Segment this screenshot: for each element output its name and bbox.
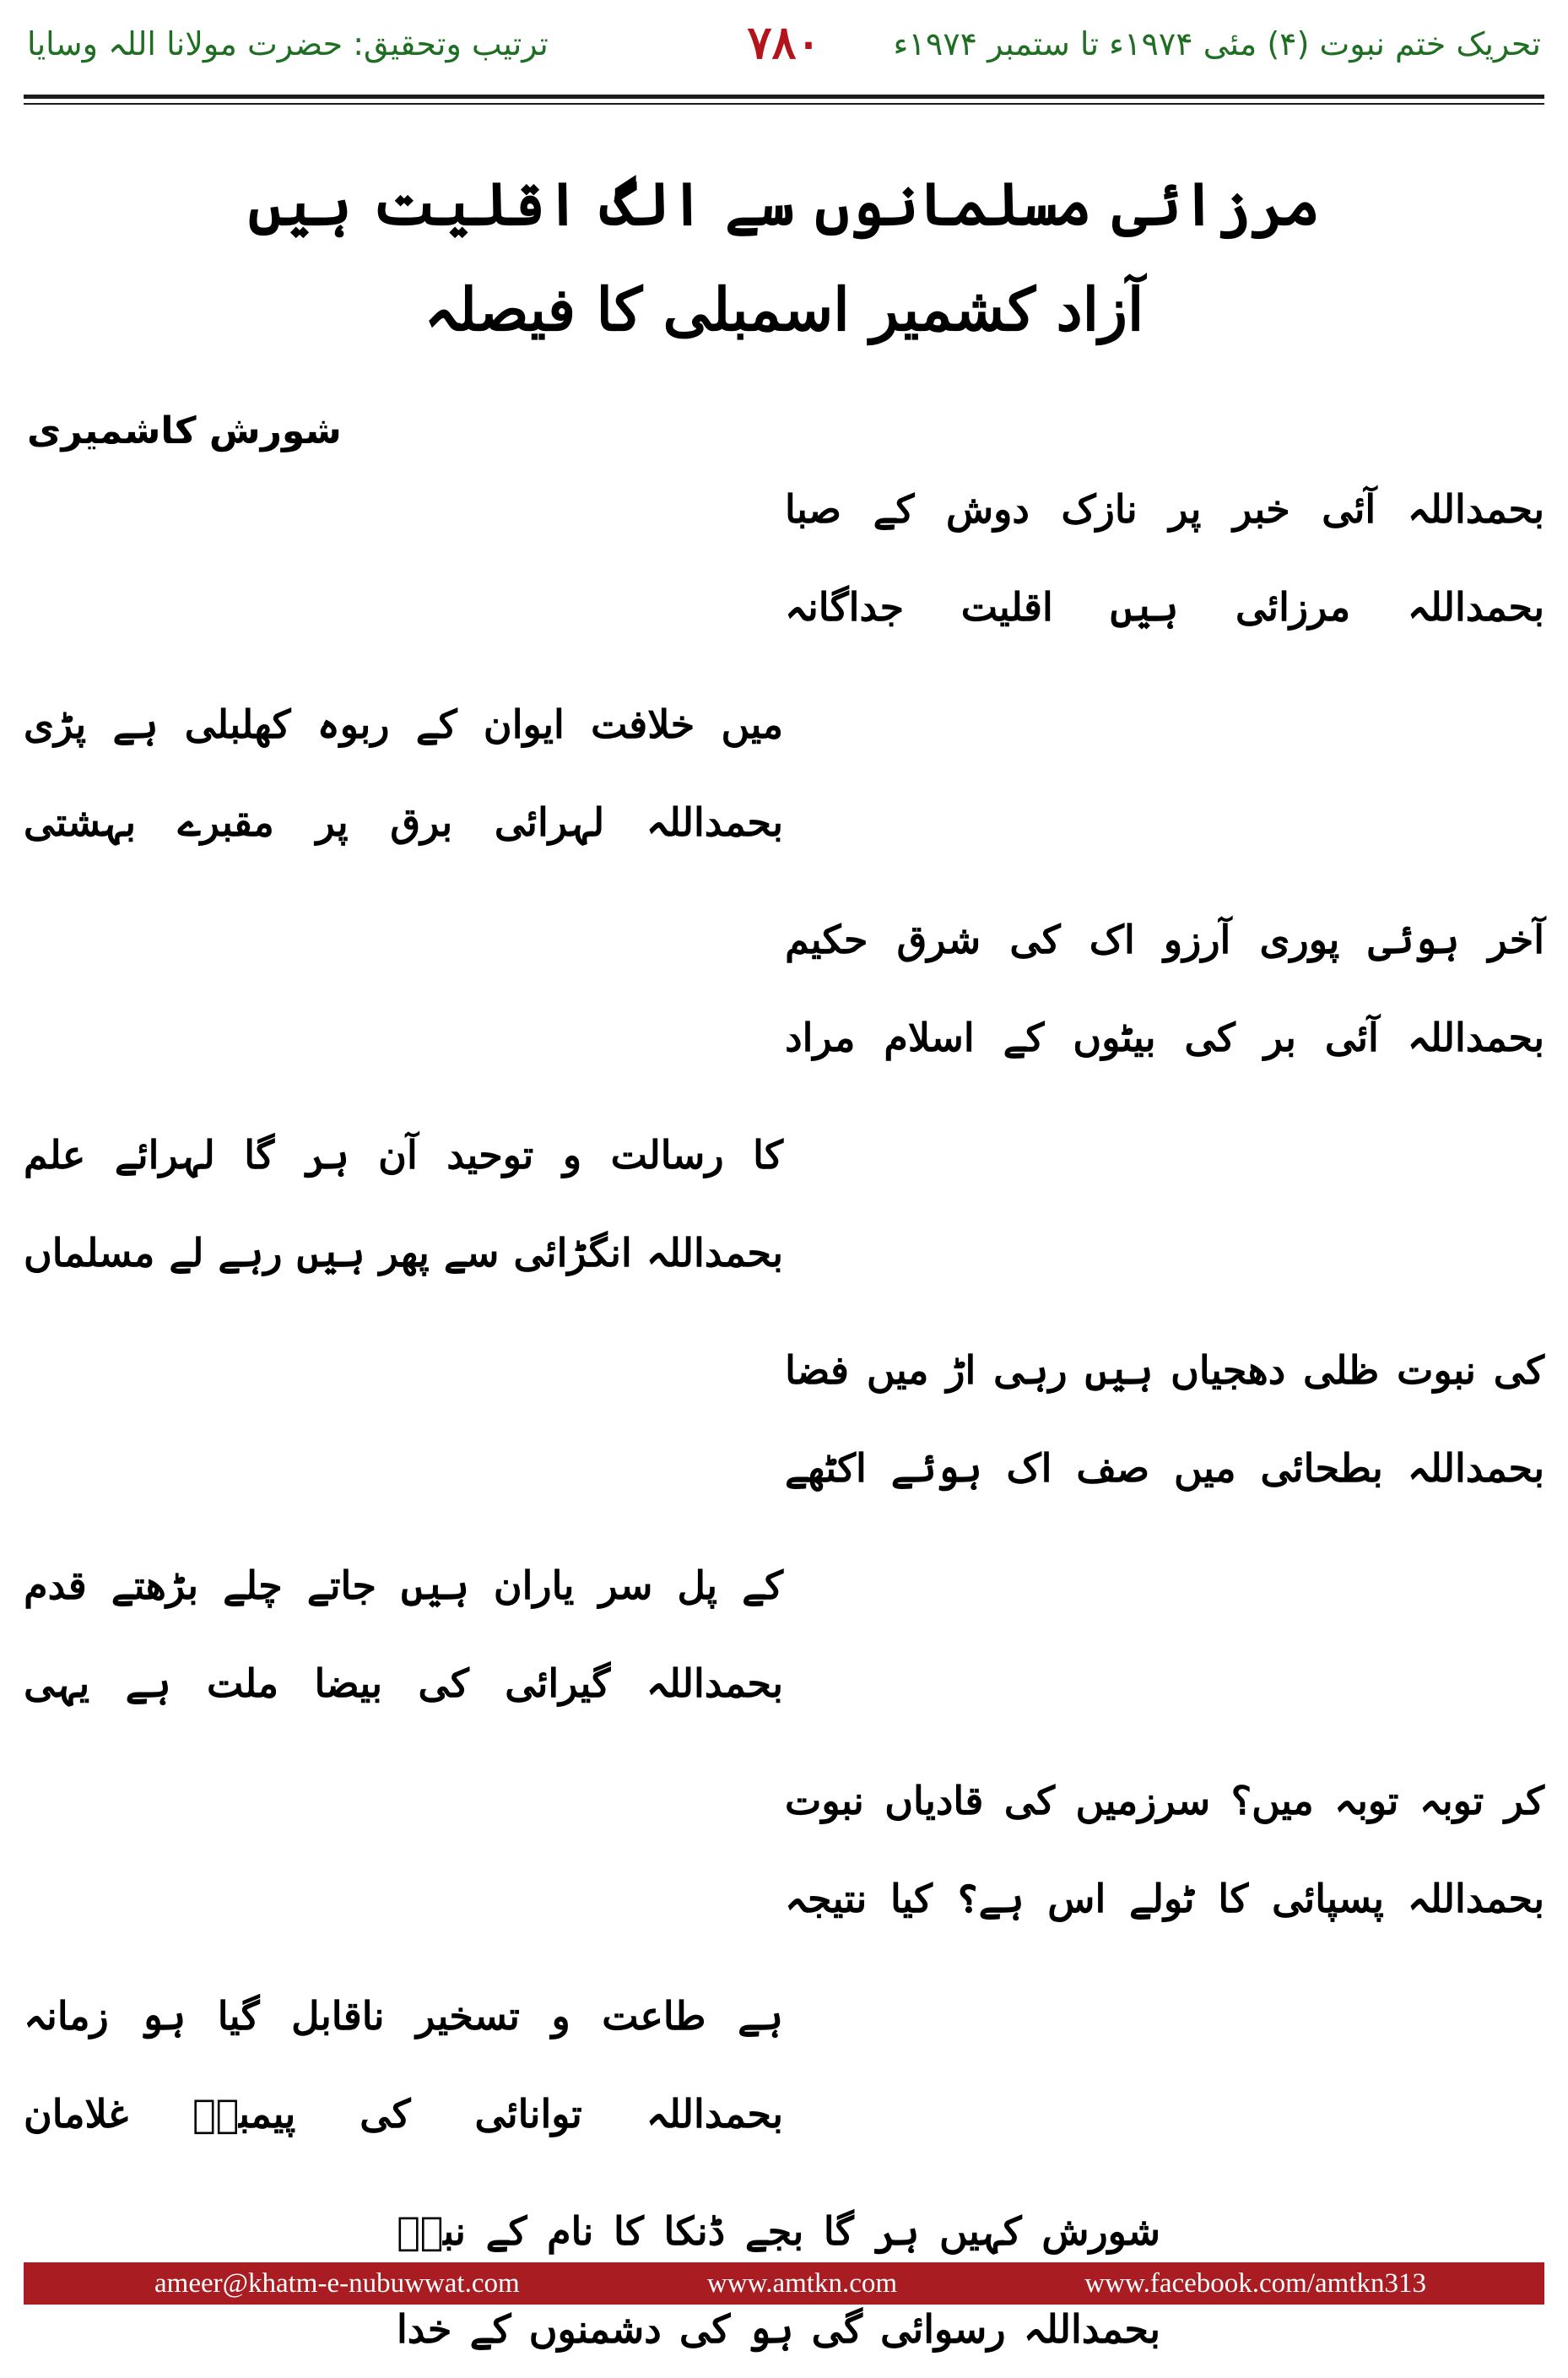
verse-word: گیا bbox=[217, 1993, 260, 2039]
verse-line bbox=[24, 1634, 783, 1732]
verse-word: توبہ bbox=[1334, 1778, 1399, 1823]
verse-word: کیا bbox=[890, 1876, 933, 1921]
verse-word: اکٹھے bbox=[785, 1445, 867, 1491]
verse-word: یہی bbox=[24, 1660, 90, 1706]
footer-facebook[interactable]: www.facebook.com/amtkn313 bbox=[1084, 2267, 1426, 2299]
header-book-title: تحریک ختم نبوت (۴) مئی ۱۹۷۴ء تا ستمبر ۱۹۷۴ء bbox=[893, 25, 1541, 62]
verse-word: گا bbox=[244, 1132, 275, 1178]
verse-word: ربوہ bbox=[316, 701, 390, 747]
stanza bbox=[24, 1967, 783, 2163]
verse-line bbox=[785, 1752, 1544, 1850]
author-name: شورش کاشمیری bbox=[27, 409, 342, 452]
page-title: مرزائی مسلمانوں سے الگ اقلیت ہیں bbox=[247, 169, 1321, 239]
verse-word: ایوان bbox=[483, 701, 565, 747]
verse-word: ہوئی bbox=[1368, 917, 1460, 962]
stanza bbox=[785, 1321, 1544, 1517]
verse-word: کا bbox=[1218, 1876, 1249, 1921]
verse-word: بطحائی bbox=[1260, 1445, 1383, 1491]
verse-word: اڑ bbox=[946, 1347, 976, 1393]
verse-word: دھجیاں bbox=[1171, 1347, 1286, 1393]
verse-word: توحید bbox=[446, 1132, 534, 1178]
verse-word: میں bbox=[721, 701, 783, 747]
verse-word: پڑی bbox=[24, 701, 87, 747]
verse-word: گیرائی bbox=[505, 1660, 611, 1706]
verse-word: خلافت bbox=[591, 701, 695, 747]
verse-word: کی bbox=[360, 2091, 411, 2137]
verse-word: قادیاں bbox=[884, 1778, 984, 1823]
verse-word: ہیں bbox=[1084, 1347, 1154, 1393]
verse-word: نبیؐ bbox=[397, 2208, 466, 2254]
verse-word: ڈنکا bbox=[663, 2208, 726, 2254]
verse-word: علم bbox=[24, 1132, 86, 1178]
stanza bbox=[24, 675, 783, 871]
verse-word: شرق bbox=[896, 917, 981, 962]
verse-word: غلامان bbox=[24, 2091, 128, 2137]
verse-word: آئی bbox=[1324, 1015, 1379, 1060]
verse-word: حکیم bbox=[785, 917, 868, 962]
verse-word: بہشتی bbox=[24, 799, 137, 845]
verse-word: قدم bbox=[24, 1563, 87, 1608]
verse-word: و bbox=[551, 1993, 570, 2039]
footer-email[interactable]: ameer@khatm-e-nubuwwat.com bbox=[154, 2267, 520, 2299]
verse-word: مسلماں bbox=[24, 1230, 155, 1276]
verse-word: گی bbox=[811, 2306, 862, 2352]
verse-word: اسلام bbox=[884, 1015, 975, 1060]
verse-word: مقبرے bbox=[177, 799, 274, 845]
page-number: ۷۸۰ bbox=[747, 15, 821, 69]
stanza bbox=[785, 460, 1544, 656]
verse-word: گا bbox=[823, 2208, 854, 2254]
verse-word: کی bbox=[1003, 1778, 1056, 1823]
verse-word: جاتے bbox=[306, 1563, 376, 1608]
verse-word: ہے bbox=[112, 701, 159, 747]
verse-line bbox=[24, 675, 783, 773]
verse-word: لہرائی bbox=[494, 799, 605, 845]
verse-word: آن bbox=[378, 1132, 418, 1178]
verse-word: انگڑائی bbox=[513, 1230, 632, 1276]
verse-word: شورش bbox=[1041, 2208, 1160, 2254]
verse-word: اک bbox=[1006, 1445, 1052, 1491]
verse-word: نبوت bbox=[785, 1778, 864, 1823]
verse-word: پر bbox=[316, 799, 349, 845]
verse-line bbox=[24, 773, 783, 871]
verse-word: توانائی bbox=[474, 2091, 582, 2137]
page-subtitle: آزاد کشمیر اسمبلی کا فیصلہ bbox=[424, 274, 1144, 344]
verse-word: لے bbox=[169, 1230, 204, 1276]
verse-word: کے bbox=[873, 486, 915, 532]
verse-word: آرزو bbox=[1163, 917, 1231, 962]
verse-line bbox=[24, 1536, 783, 1634]
stanza bbox=[785, 891, 1544, 1086]
verse-word: نتیجہ bbox=[785, 1876, 868, 1921]
verse-word: پل bbox=[677, 1563, 718, 1608]
verse-word: بحمداللہ bbox=[1407, 1445, 1544, 1491]
verse-word: بحمداللہ bbox=[1407, 1015, 1544, 1060]
verse-word: خدا bbox=[397, 2306, 452, 2352]
verse-word: کے bbox=[742, 1563, 783, 1608]
verse-word: ہے؟ bbox=[955, 1876, 1025, 1921]
verse-word: طاعت bbox=[602, 1993, 706, 2039]
verse-word: نازک bbox=[1061, 486, 1138, 532]
verse-line bbox=[785, 1850, 1544, 1947]
verse-word: سرزمیں bbox=[1075, 1778, 1211, 1823]
verse-word: رسالت bbox=[610, 1132, 724, 1178]
verse-word: ٹولے bbox=[1129, 1876, 1195, 1921]
stanza bbox=[24, 1536, 783, 1732]
verse-word: کی bbox=[1493, 1347, 1544, 1393]
verse-word: اس bbox=[1047, 1876, 1106, 1921]
verse-word: کے bbox=[415, 701, 457, 747]
verse-word: چلے bbox=[223, 1563, 283, 1608]
footer-bar bbox=[24, 2262, 1544, 2305]
verse-word: مرزائی bbox=[1235, 584, 1351, 630]
verse-word: ہیں bbox=[400, 1563, 469, 1608]
header-rule-thick bbox=[24, 95, 1544, 99]
verse-word: ہو bbox=[140, 1993, 187, 2039]
verse-word: نام bbox=[547, 2208, 594, 2254]
verse-word: و bbox=[562, 1132, 582, 1178]
verse-word: صبا bbox=[785, 486, 841, 532]
verse-word: یاران bbox=[493, 1563, 575, 1608]
verse-word: کی bbox=[1184, 1015, 1235, 1060]
footer-website[interactable]: www.amtkn.com bbox=[706, 2267, 898, 2299]
verse-word: پھر bbox=[379, 1230, 430, 1276]
header-compiler: ترتیب وتحقیق: حضرت مولانا اللہ وسایا bbox=[27, 25, 549, 62]
verse-line bbox=[24, 1967, 783, 2065]
verse-word: تسخیر bbox=[416, 1993, 520, 2039]
verse-word: رہے bbox=[218, 1230, 283, 1276]
verse-word: مراد bbox=[785, 1015, 856, 1060]
verse-word: بحمداللہ bbox=[1407, 486, 1544, 532]
verse-word: بحمداللہ bbox=[646, 2091, 783, 2137]
verse-line bbox=[785, 460, 1544, 558]
verse-word: کی bbox=[679, 2306, 731, 2352]
verse-word: رسوائی bbox=[880, 2306, 1006, 2352]
verse-word: بڑھتے bbox=[111, 1563, 199, 1608]
verse-word: بیضا bbox=[314, 1660, 383, 1706]
verse-word: کا bbox=[613, 2208, 644, 2254]
verse-word: بحمداللہ bbox=[646, 799, 783, 845]
verse-line bbox=[785, 1321, 1544, 1419]
verse-word: کر bbox=[1504, 1778, 1544, 1823]
verse-word: کی bbox=[1009, 917, 1061, 962]
verse-word: ملت bbox=[206, 1660, 279, 1706]
verse-word: بحمداللہ bbox=[1023, 2306, 1160, 2352]
verse-word: پوری bbox=[1259, 917, 1340, 962]
verse-word: میں bbox=[1173, 1445, 1236, 1491]
verse-word: دشمنوں bbox=[528, 2306, 662, 2352]
verse-line bbox=[785, 989, 1544, 1086]
verse-word: ہوئے bbox=[890, 1445, 982, 1491]
verse-word: صف bbox=[1076, 1445, 1150, 1491]
verse-word: توبہ bbox=[1419, 1778, 1484, 1823]
verse-word: ہر bbox=[303, 1132, 349, 1178]
stanza bbox=[785, 1752, 1544, 1947]
verse-word: ہے bbox=[125, 1660, 171, 1706]
verse-word: ہیں bbox=[1110, 584, 1179, 630]
verse-word: سے bbox=[443, 1230, 500, 1276]
verse-word: پیمبرؐ bbox=[192, 2091, 296, 2137]
verse-word: بحمداللہ bbox=[646, 1230, 783, 1276]
verse-word: زمانہ bbox=[24, 1993, 109, 2039]
verse-word: اک bbox=[1089, 917, 1135, 962]
verse-word: ناقابل bbox=[291, 1993, 385, 2039]
verse-word: پسپائی bbox=[1272, 1876, 1384, 1921]
verse-word: ظلی bbox=[1303, 1347, 1380, 1393]
verse-word: میں؟ bbox=[1230, 1778, 1314, 1823]
verse-word: کے bbox=[485, 2208, 527, 2254]
verse-word: بحمداللہ bbox=[646, 1660, 783, 1706]
verse-word: ہر bbox=[873, 2208, 920, 2254]
verse-word: خبر bbox=[1232, 486, 1290, 532]
verse-word: بحمداللہ bbox=[1407, 584, 1544, 630]
verse-word: پر bbox=[1169, 486, 1202, 532]
verse-word: لہرائے bbox=[114, 1132, 215, 1178]
verse-word: کہیں bbox=[938, 2208, 1022, 2254]
verse-word: سر bbox=[598, 1563, 653, 1608]
verse-word: رہی bbox=[993, 1347, 1068, 1393]
verse-line bbox=[785, 1419, 1544, 1517]
verse-word: میں bbox=[866, 1347, 929, 1393]
verse-word: کا bbox=[753, 1132, 783, 1178]
verse-word: کی bbox=[418, 1660, 469, 1706]
verse-line bbox=[24, 1106, 783, 1204]
stanza bbox=[24, 1106, 783, 1302]
verse-word: بیٹوں bbox=[1073, 1015, 1156, 1060]
verse-word: بحمداللہ bbox=[1407, 1876, 1544, 1921]
verse-word: دوش bbox=[946, 486, 1030, 532]
verse-word: نبوت bbox=[1397, 1347, 1476, 1393]
verse-word: جداگانہ bbox=[785, 584, 905, 630]
verse-word: آئی bbox=[1322, 486, 1376, 532]
verse-line bbox=[24, 2065, 783, 2163]
verse-word: کے bbox=[469, 2306, 511, 2352]
verse-word: آخر bbox=[1488, 917, 1544, 962]
verse-line bbox=[785, 891, 1544, 989]
verse-word: برق bbox=[390, 799, 453, 845]
verse-line bbox=[785, 558, 1544, 656]
verse-word: بر bbox=[1263, 1015, 1296, 1060]
verse-word: ہیں bbox=[296, 1230, 365, 1276]
verse-word: اقلیت bbox=[960, 584, 1053, 630]
verse-word: کھلبلی bbox=[184, 701, 291, 747]
verse-word: ہے bbox=[738, 1993, 783, 2039]
verse-word: کے bbox=[1003, 1015, 1045, 1060]
verse-word: ہو bbox=[748, 2306, 794, 2352]
verse-line bbox=[24, 1204, 783, 1302]
header-rule-thin bbox=[24, 103, 1544, 105]
verse-word: فضا bbox=[785, 1347, 849, 1393]
verse-word: بجے bbox=[744, 2208, 804, 2254]
